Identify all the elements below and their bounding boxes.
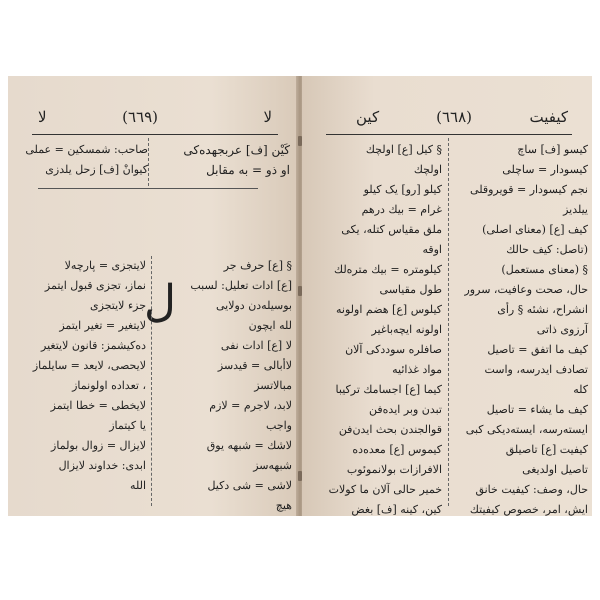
entry-line: کله (573, 383, 588, 396)
entry-line: آرزوی ذاتی (536, 323, 588, 336)
right-page-header (326, 108, 572, 132)
entry-line: ملق مقیاس کتله، یکی (341, 223, 442, 236)
entry-line: کیسو [ف] ساچ (517, 143, 588, 156)
entry-line: لایتجزی = پارچه‌لا (64, 259, 146, 272)
right-page-number: (٦٦٨) (436, 108, 472, 126)
entry-line: لایخطی = خطا ایتمز (50, 399, 146, 412)
left-header-right-word: لا (263, 108, 272, 126)
left-page-header (32, 108, 278, 132)
open-book (8, 76, 592, 516)
entry-line: او ذو = به مقابل (206, 163, 290, 177)
entry-line: مواد غذائیه (392, 363, 442, 376)
entry-line: هیچ (275, 499, 292, 512)
entry-line: کیلو [رو] یک کیلو (363, 183, 442, 196)
entry-line: قوالجندن بحث ایدن‌فن (338, 423, 442, 436)
entry-line: [ع] ادات تعلیل: لسبب (190, 279, 292, 292)
entry-line: کیوانْ [ف] زحل یلدزی (45, 163, 148, 176)
entry-line: انشراح، نشئه § رأی (497, 303, 588, 316)
entry-line: اولچك (413, 163, 442, 176)
entry-line: ایش، امر، خصوص کیفیتك (469, 503, 588, 516)
entry-line: کین، کینه [ف] بغض (351, 503, 442, 516)
entry-line: کیلوس [ع] هضم اولونه (336, 303, 442, 316)
entry-line: یا کیتماز (109, 419, 146, 432)
entry-line: بوسیله‌دن دولایی (215, 299, 292, 312)
entry-line: لابد، لاجرم = لازم (209, 399, 292, 412)
left-page-number: (٦٦٩) (122, 108, 158, 126)
entry-line: اوقه (422, 243, 442, 256)
entry-line: § کیل [ع] اولچك (365, 143, 442, 156)
right-header-rule (326, 134, 572, 135)
entry-line: واجب (266, 419, 292, 432)
entry-line: ییلدیز (563, 203, 588, 216)
entry-line: حال، صحت وعافیت، سرور (464, 283, 588, 296)
entry-line: لایحصی، لایعد = سایلماز (32, 359, 146, 372)
left-right-column (190, 256, 292, 516)
entry-line: حال، وصف: کیفیت خانق (475, 483, 588, 496)
right-right-column (465, 140, 589, 516)
column-divider (148, 138, 149, 186)
right-page (302, 76, 592, 516)
entry-line: طول مقیاسی (379, 283, 442, 296)
left-left-column (33, 256, 146, 496)
entry-line: کیموس [ع] معده‌ده (352, 443, 442, 456)
right-left-column (329, 140, 442, 516)
entry-line: ، تعداده اولونماز (72, 379, 146, 392)
left-top-left-block (25, 140, 148, 180)
section-rule (38, 188, 258, 189)
entry-line: کیف ما اتفق = تاصیل (487, 343, 588, 356)
column-divider (151, 256, 152, 506)
entry-line: (تاصل: کیف حالك (506, 243, 588, 256)
left-header-rule (32, 134, 278, 135)
entry-line: لاأبالی = قیدسز (217, 359, 292, 372)
entry-line: صاحب: شمسکین = عملی (25, 143, 148, 156)
left-page (8, 76, 298, 516)
entry-line: ایسته‌رسه، ایسته‌دیکی کبی (465, 423, 588, 436)
entry-line: لایزال = زوال بولماز (51, 439, 146, 452)
entry-line: الافرازات بولانموئوب (346, 463, 442, 476)
entry-line: کیفیت [ع] تاصیلق (505, 443, 588, 456)
section-letter-lam: ل (144, 276, 176, 327)
entry-line: لایتغیر = تغیر ایتمز (59, 319, 146, 332)
entry-line: صافلره سوددکی آلان (345, 343, 442, 356)
entry-line: ده‌کیشمز: قانون لایتغیر (41, 339, 146, 352)
right-header-right-word: کیفیت (529, 108, 568, 126)
entry-line: لاشك = شبهه یوق (206, 439, 292, 452)
entry-line: § (معنای مستعمل) (501, 263, 588, 276)
entry-line: لله ایچون (248, 319, 292, 332)
entry-line: کیسودار = ساچلی (502, 163, 588, 176)
entry-line: لاشی = شی دکیل (207, 479, 292, 492)
entry-line: تاصیل اولدیغی (522, 463, 588, 476)
left-header-left-word: لا (38, 108, 47, 126)
entry-line: کَیْن [ف] عربجهده‌کی (183, 143, 290, 157)
entry-line: مبالاتسز (254, 379, 292, 392)
entry-line: نجم کیسودار = قویروقلی (470, 183, 588, 196)
entry-line: کیف ما یشاء = تاصیل (486, 403, 588, 416)
entry-line: § [ع] حرف جر (223, 259, 292, 272)
entry-line: جزء لایتجزی (90, 299, 146, 312)
entry-line: کیلومتره = بیك متره‌لك (334, 263, 442, 276)
entry-line: ابدی: خداوند لایزال (58, 459, 146, 472)
entry-line: غرام = بیك درهم (361, 203, 442, 216)
entry-line: لا [ع] ادات نفی (220, 339, 292, 352)
entry-line: شبهه‌سز (253, 459, 292, 472)
left-top-right-block (183, 140, 290, 180)
entry-line: تبدن وبر ایده‌فن (369, 403, 442, 416)
entry-line: اولونه ایچه‌باغیر (371, 323, 442, 336)
right-header-left-word: کین (356, 108, 380, 126)
entry-line: تصادف ایدرسه، واست (484, 363, 588, 376)
entry-line: نماز، تجزی قبول ایتمز (44, 279, 146, 292)
entry-line: خمیر حالی آلان ما کولات (328, 483, 442, 496)
entry-line: کیف [ع] (معنای اصلی) (482, 223, 588, 236)
column-divider (448, 138, 449, 506)
entry-line: کیما [ع] اجسامك ترکیبا (335, 383, 442, 396)
entry-line: الله (130, 479, 146, 492)
